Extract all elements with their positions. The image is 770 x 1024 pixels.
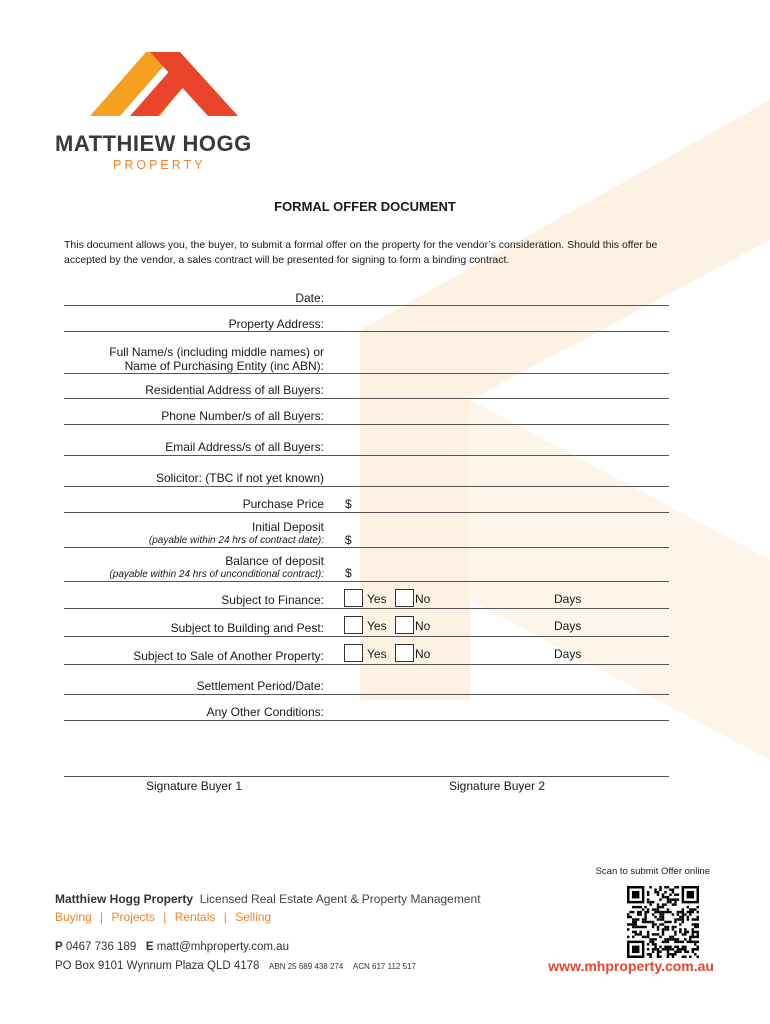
initial-deposit-label: Initial Deposit [251, 520, 324, 534]
email-address[interactable]: matt@mhproperty.com.au [156, 941, 289, 953]
balance-deposit-label: Balance of deposit [225, 554, 324, 568]
email-label: E [145, 941, 154, 953]
signature-buyer2-label: Signature Buyer 2 [449, 779, 546, 793]
property-address-label: Property Address: [228, 317, 324, 331]
brand-subtitle: PROPERTY [113, 158, 206, 172]
footer-links [55, 910, 271, 924]
other-conditions-label: Any Other Conditions: [206, 705, 324, 719]
subject-sale-no-label: No [415, 647, 431, 661]
subject-building-no-checkbox[interactable] [395, 616, 414, 634]
phone-label: P [55, 941, 63, 953]
balance-deposit-field[interactable] [64, 581, 669, 582]
subject-building-field[interactable] [64, 636, 669, 637]
date-label: Date: [295, 291, 324, 305]
footer-contact [55, 941, 289, 953]
link-separator: | [100, 910, 104, 924]
subject-finance-no-checkbox[interactable] [395, 589, 414, 607]
residential-address-field[interactable] [64, 398, 669, 399]
initial-deposit-note: (payable within 24 hrs of contract date): [148, 535, 324, 546]
initial-deposit-currency: $ [345, 533, 352, 547]
subject-finance-days-label: Days [554, 592, 582, 606]
subject-sale-days-label: Days [554, 647, 582, 661]
brand-name: MATTHIEW HOGG [55, 131, 252, 156]
subject-building-label: Subject to Building and Pest: [170, 621, 324, 635]
footer-company-name: Matthiew Hogg Property [55, 892, 194, 906]
email-field[interactable] [64, 455, 669, 456]
settlement-field[interactable] [64, 694, 669, 695]
footer-company-description: Licensed Real Estate Agent & Property Management [199, 892, 481, 906]
acn: ACN 617 112 517 [352, 962, 416, 971]
subject-building-yes-checkbox[interactable] [344, 616, 363, 634]
subject-building-no-label: No [415, 619, 431, 633]
subject-building-yes-label: Yes [367, 619, 387, 633]
brand-logo-icon [88, 48, 248, 120]
property-address-field[interactable] [64, 331, 669, 332]
abn: ABN 25 689 438 274 [269, 962, 344, 971]
settlement-label: Settlement Period/Date: [196, 679, 324, 693]
solicitor-label: Solicitor: (TBC if not yet known) [155, 471, 324, 485]
subject-sale-yes-checkbox[interactable] [344, 644, 363, 662]
footer-address-line [55, 960, 416, 972]
subject-finance-yes-label: Yes [367, 592, 387, 606]
phone-field[interactable] [64, 424, 669, 425]
full-name-field[interactable] [64, 373, 669, 374]
solicitor-field[interactable] [64, 486, 669, 487]
signature-line[interactable] [64, 776, 669, 777]
purchase-price-field[interactable] [64, 512, 669, 513]
scan-caption: Scan to submit Offer online [595, 866, 710, 877]
phone-number[interactable]: 0467 736 189 [65, 941, 137, 953]
email-label: Email Address/s of all Buyers: [165, 440, 324, 454]
link-separator: | [163, 910, 167, 924]
residential-address-label: Residential Address of all Buyers: [145, 383, 324, 397]
initial-deposit-field[interactable] [64, 547, 669, 548]
link-buying[interactable]: Buying [55, 910, 92, 924]
link-rentals[interactable]: Rentals [174, 910, 216, 924]
other-conditions-field[interactable] [64, 720, 669, 721]
signature-buyer1-label: Signature Buyer 1 [146, 779, 243, 793]
subject-sale-yes-label: Yes [367, 647, 387, 661]
subject-finance-yes-checkbox[interactable] [344, 589, 363, 607]
purchase-price-currency: $ [345, 497, 352, 511]
subject-sale-label: Subject to Sale of Another Property: [133, 649, 324, 663]
subject-sale-field[interactable] [64, 664, 669, 665]
date-field[interactable] [64, 305, 669, 306]
link-separator: | [223, 910, 227, 924]
website-link[interactable]: www.mhproperty.com.au [548, 958, 714, 974]
balance-deposit-note: (payable within 24 hrs of unconditional contract): [109, 569, 324, 580]
full-name-label-line2: Name of Purchasing Entity (inc ABN): [124, 359, 324, 373]
phone-label: Phone Number/s of all Buyers: [161, 409, 324, 423]
postal-address: PO Box 9101 Wynnum Plaza QLD 4178 [55, 960, 260, 972]
purchase-price-label: Purchase Price [242, 497, 324, 511]
subject-building-days-label: Days [554, 619, 582, 633]
subject-finance-label: Subject to Finance: [221, 593, 324, 607]
subject-finance-field[interactable] [64, 608, 669, 609]
subject-finance-no-label: No [415, 592, 431, 606]
link-selling[interactable]: Selling [235, 910, 272, 924]
document-title: FORMAL OFFER DOCUMENT [274, 199, 456, 214]
subject-sale-no-checkbox[interactable] [395, 644, 414, 662]
qr-code-icon[interactable] [627, 886, 699, 958]
intro-text: This document allows you, the buyer, to submit a formal offer on the property for the vendor’s consideration. Should this offer be accepted by the vendor, a sales contract will be presented for signing to form a binding contract. [64, 239, 658, 266]
link-projects[interactable]: Projects [111, 910, 155, 924]
full-name-label-line1: Full Name/s (including middle names) or [109, 345, 324, 359]
footer-company-line [55, 892, 481, 906]
balance-deposit-currency: $ [345, 566, 352, 580]
